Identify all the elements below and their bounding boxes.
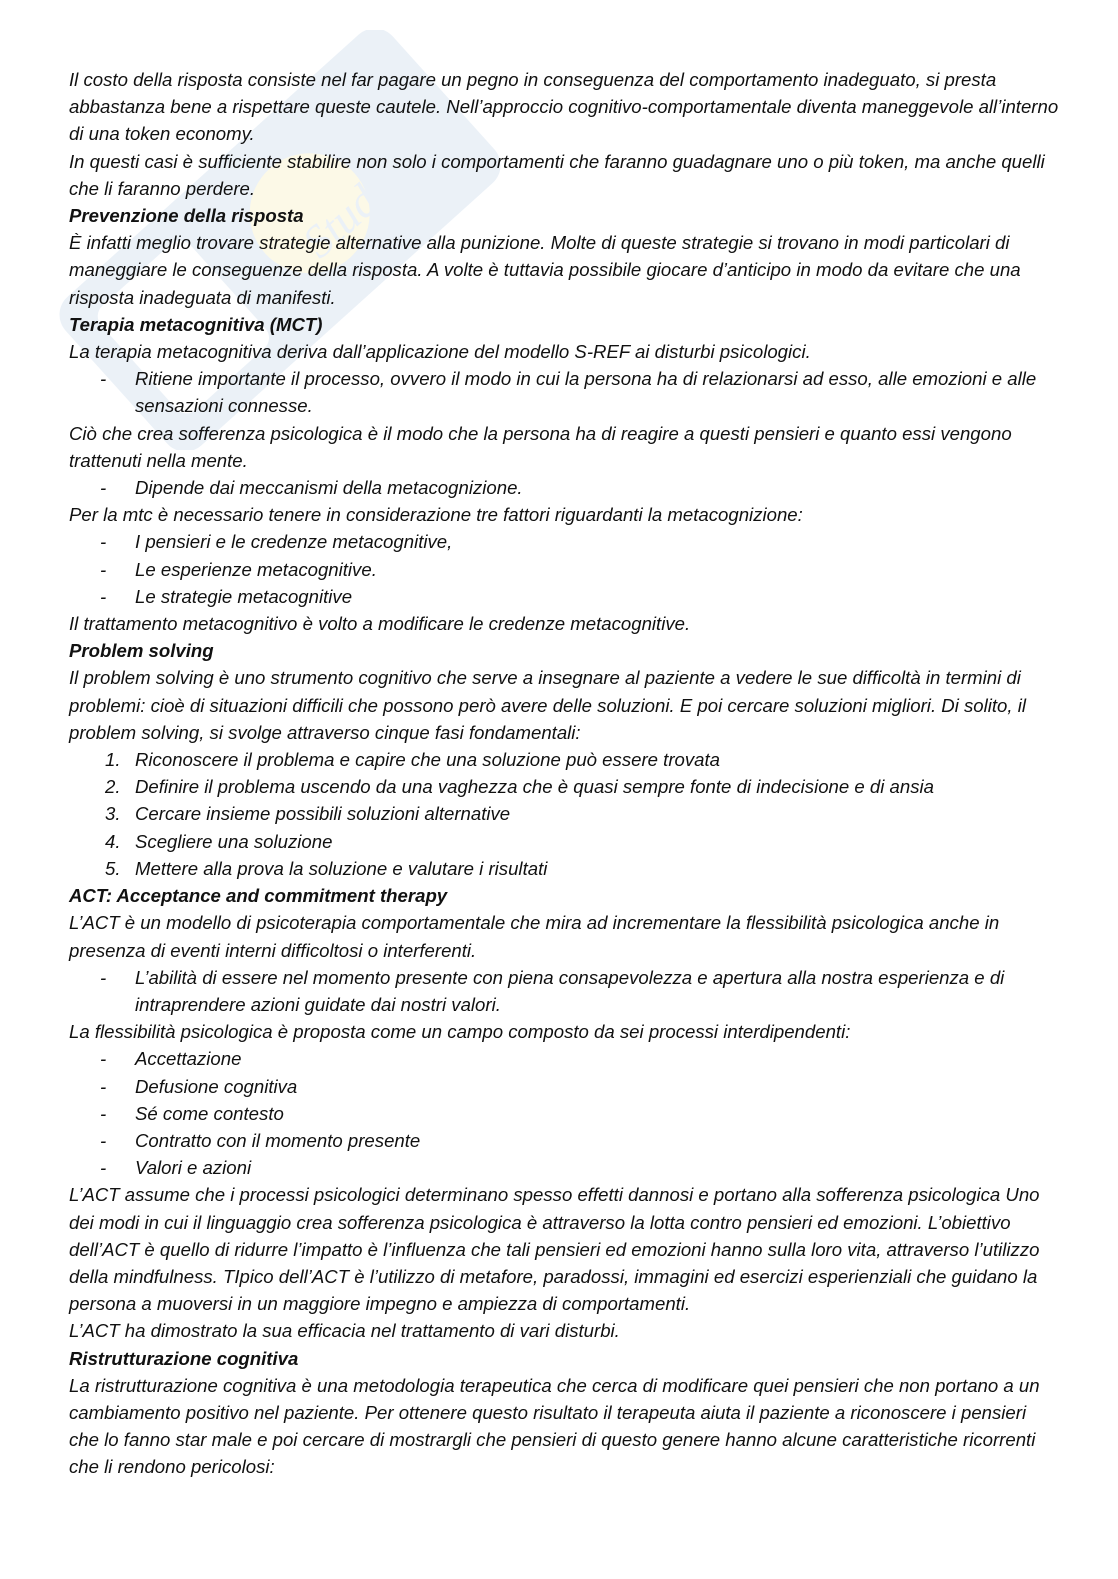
list-item-text: Le strategie metacognitive (135, 585, 353, 607)
list-item-text: Contratto con il momento presente (135, 1129, 421, 1151)
list-dash: - (100, 1048, 107, 1070)
paragraph: Per la mtc è necessario tenere in considerazione tre fattori riguardanti la metacognizione: (69, 504, 803, 526)
list-item-text: Mettere alla prova la soluzione e valutare i risultati (135, 857, 548, 879)
list-dash: - (100, 585, 107, 607)
paragraph: L’ACT è un modello di psicoterapia comportamentale che mira ad incrementare la flessibilità psicologica anche in presenza di eventi interni difficoltosi o interferenti. (69, 912, 1000, 961)
list-item (69, 828, 1059, 855)
section-heading: Problem solving (69, 640, 214, 662)
list-item-text: Accettazione (135, 1048, 242, 1070)
list-item (69, 556, 1059, 583)
list-item-text: Defusione cognitiva (135, 1075, 298, 1097)
list-item (69, 855, 1059, 882)
list-item (69, 1127, 1059, 1154)
list-dash: - (100, 1102, 107, 1124)
list-number: 2. (105, 776, 121, 798)
list-dash: - (100, 531, 107, 553)
list-item (69, 773, 1059, 800)
list-item (69, 528, 1059, 555)
list-number: 1. (105, 749, 121, 771)
list-dash: - (100, 558, 107, 580)
list-item-text: Cercare insieme possibili soluzioni alternative (135, 803, 511, 825)
list-number: 4. (105, 830, 121, 852)
list-item (69, 964, 1059, 1018)
paragraph: Il costo della risposta consiste nel far pagare un pegno in conseguenza del comportamento inadeguato, si presta abbastanza bene a rispettare queste cautele. Nell’approccio cognitivo-comportamentale diventa maneggevole all’interno di una token economy. (69, 69, 1059, 145)
list-number: 3. (105, 803, 121, 825)
list-item (69, 1045, 1059, 1072)
list-dash: - (100, 477, 107, 499)
list-dash: - (100, 1129, 107, 1151)
list-item-text: Le esperienze metacognitive. (135, 558, 377, 580)
bullet-list (69, 365, 1059, 419)
paragraph: Il trattamento metacognitivo è volto a modificare le credenze metacognitive. (69, 613, 691, 635)
list-item (69, 800, 1059, 827)
list-dash: - (100, 368, 107, 390)
list-item-text: Valori e azioni (135, 1157, 252, 1179)
list-dash: - (100, 966, 107, 988)
list-number: 5. (105, 857, 121, 879)
numbered-list (69, 746, 1059, 882)
paragraph: È infatti meglio trovare strategie alternative alla punizione. Molte di queste strategie si trovano in modi particolari di maneggiare le conseguenze della risposta. A volte è tuttavia possibile giocare d’anticipo in modo da evitare che una risposta inadeguata di manifesti. (69, 232, 1021, 308)
bullet-list (69, 964, 1059, 1018)
list-item-text: L’abilità di essere nel momento presente con piena consapevolezza e apertura alla nostra esperienza e di intraprendere azioni guidate dai nostri valori. (135, 966, 1005, 1015)
list-item (69, 746, 1059, 773)
list-item-text: Sé come contesto (135, 1102, 284, 1124)
paragraph: L’ACT assume che i processi psicologici determinano spesso effetti dannosi e portano alla sofferenza psicologica Uno dei modi in cui il linguaggio crea sofferenza psicologica è attraverso la lotta contro pensieri ed emozioni. L’obiettivo dell’ACT è quello di ridurre l’impatto è l’influenza che tali pensieri ed emozioni hanno sulla loro vita, attraverso l’utilizzo della mindfulness. TIpico dell’ACT è l’utilizzo di metafore, paradossi, immagini ed esercizi esperienziali che guidano la persona a muoversi in un maggiore impegno e ampiezza di comportamenti. (69, 1184, 1040, 1315)
paragraph: La flessibilità psicologica è proposta come un campo composto da sei processi interdipendenti: (69, 1021, 851, 1043)
bullet-list (69, 528, 1059, 610)
list-item-text: Dipende dai meccanismi della metacognizione. (135, 477, 523, 499)
list-item-text: Riconoscere il problema e capire che una soluzione può essere trovata (135, 749, 721, 771)
list-item (69, 583, 1059, 610)
paragraph: L’ACT ha dimostrato la sua efficacia nel trattamento di vari disturbi. (69, 1320, 620, 1342)
paragraph: Ciò che crea sofferenza psicologica è il modo che la persona ha di reagire a questi pensieri e quanto essi vengono trattenuti nella mente. (69, 422, 1012, 471)
list-item (69, 1100, 1059, 1127)
list-dash: - (100, 1157, 107, 1179)
section-heading: Ristrutturazione cognitiva (69, 1347, 299, 1369)
list-dash: - (100, 1075, 107, 1097)
section-heading: Terapia metacognitiva (MCT) (69, 313, 323, 335)
section-heading: ACT: Acceptance and commitment therapy (69, 885, 448, 907)
document-page (69, 66, 1059, 1481)
list-item-text: Definire il problema uscendo da una vaghezza che è quasi sempre fonte di indecisione e di ansia (135, 776, 934, 798)
paragraph: La terapia metacognitiva deriva dall’applicazione del modello S-REF ai disturbi psicologici. (69, 341, 811, 363)
list-item (69, 365, 1059, 419)
paragraph: La ristrutturazione cognitiva è una metodologia terapeutica che cerca di modificare quei pensieri che non portano a un cambiamento positivo nel paziente. Per ottenere questo risultato il terapeuta aiuta il paziente a riconoscere i pensieri che lo fanno star male e poi cercare di mostrargli che pensieri di questo genere hanno alcune caratteristiche ricorrenti che li rendono pericolosi: (69, 1374, 1040, 1478)
bullet-list (69, 1045, 1059, 1181)
bullet-list (69, 474, 1059, 501)
list-item (69, 1154, 1059, 1181)
list-item-text: Scegliere una soluzione (135, 830, 333, 852)
watermark-text: Studenti (292, 128, 439, 268)
list-item-text: I pensieri e le credenze metacognitive, (135, 531, 453, 553)
list-item (69, 1073, 1059, 1100)
list-item (69, 474, 1059, 501)
paragraph: In questi casi è sufficiente stabilire non solo i comportamenti che faranno guadagnare uno o più token, ma anche quelli che li faranno perdere. (69, 150, 1045, 199)
list-item-text: Ritiene importante il processo, ovvero il modo in cui la persona ha di relazionarsi ad esso, alle emozioni e alle sensazioni connesse. (135, 368, 1037, 417)
section-heading: Prevenzione della risposta (69, 205, 304, 227)
paragraph: Il problem solving è uno strumento cognitivo che serve a insegnare al paziente a vedere le sue difficoltà in termini di problemi: cioè di situazioni difficili che possono però avere delle soluzioni. E poi cercare soluzioni migliori. Di solito, il problem solving, si svolge attraverso cinque fasi fondamentali: (69, 667, 1026, 743)
